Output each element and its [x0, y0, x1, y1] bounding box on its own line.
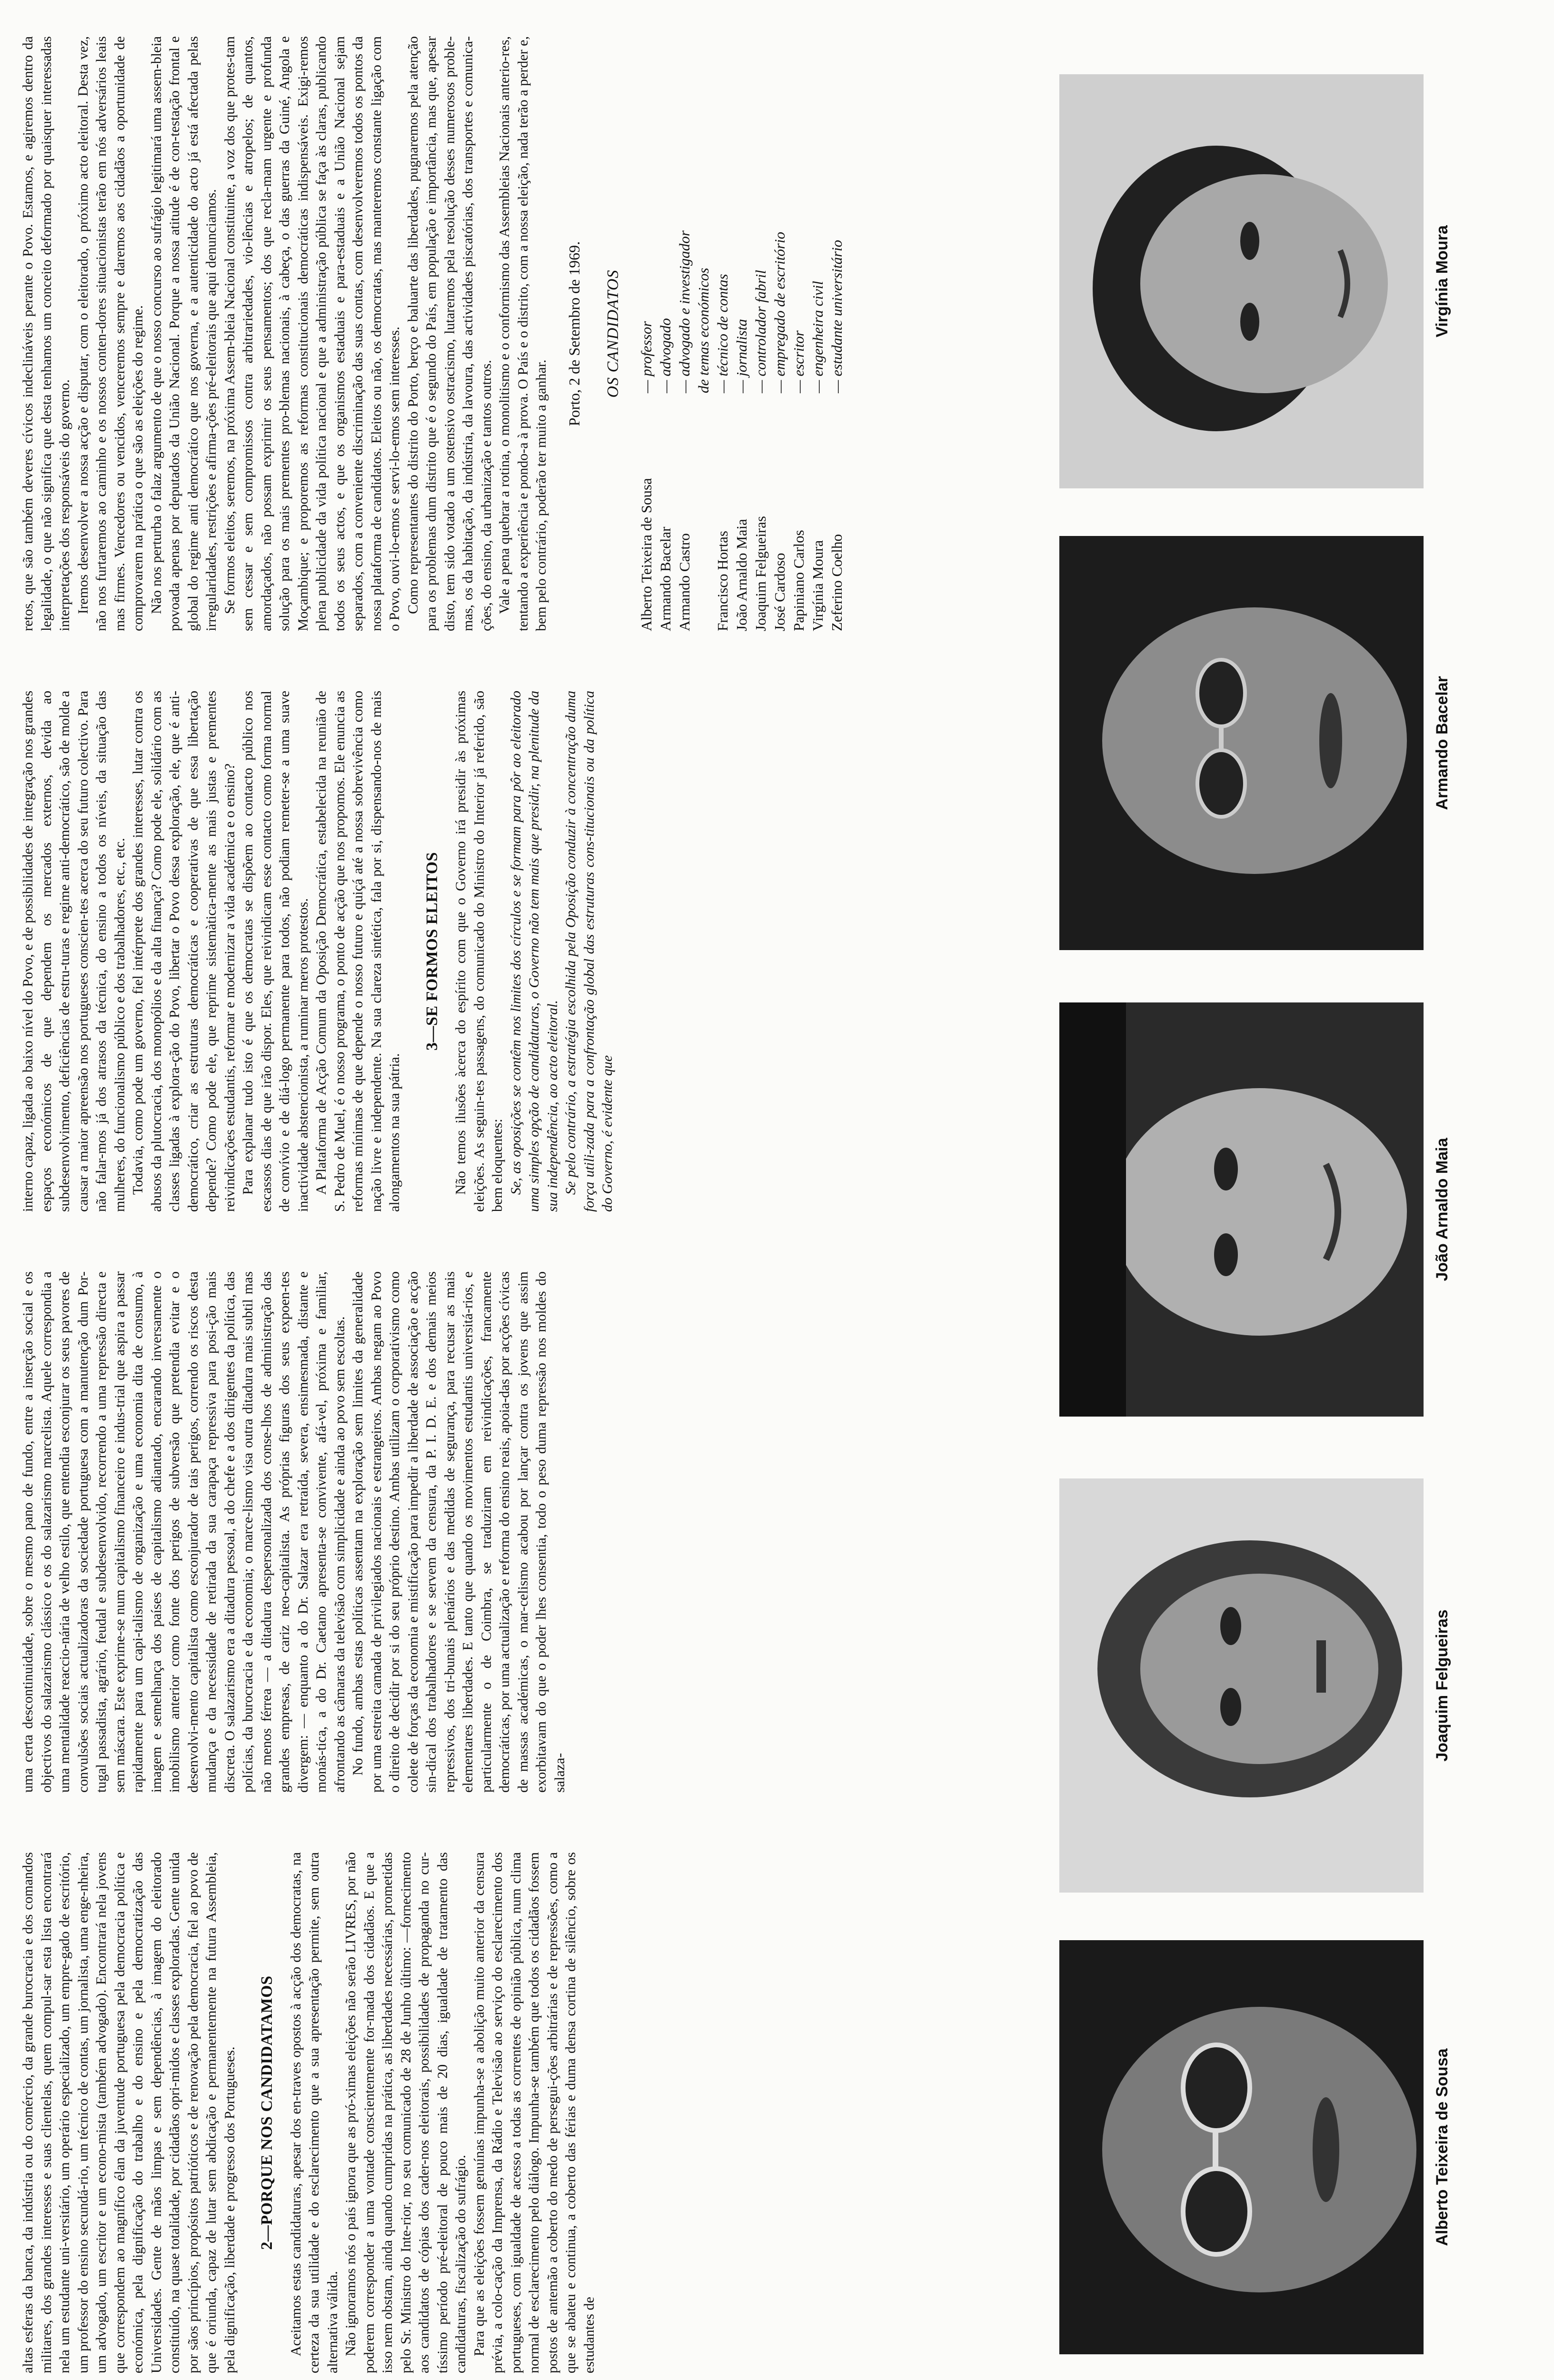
- paragraph: Se formos eleitos, seremos, na próxima Assem-bleia Nacional constituinte, a voz dos que protes-tam sem cessar e sem compromissos contra arbitrariedades, vio-lências e atropelos; de quantos, amordaçados, não possam exprimir os seus pensamentos; dos que recla-mam urgente e profunda solução para os mais prementes pro-blemas nacionais, à cabeça, o das guerras da Guiné, Angola e Moçambique; e proporemos as reformas constitucionais democráticas indispensáveis. Exigi-remos plena publicidade da vida política nacional e que a administração pública se faça às claras, publicando todos os seus actos, e que os organismos estaduais e para-estaduais e a União Nacional sejam separados, com a conveniente discriminação das suas contas, com desenvolveremos todos os pontos da nossa plataforma de candidatos. Eleitos ou não, os democratas, mas manteremos constante ligação com o Povo, ouvi-lo-emos e servi-lo-emos sem interesses.: [221, 36, 402, 631]
- portrait-photo: [1059, 74, 1424, 488]
- candidates-title: OS CANDIDATOS: [604, 269, 622, 398]
- portrait-image: [1059, 1002, 1424, 1417]
- candidate-profession: — empregado de escritório: [771, 232, 788, 393]
- candidate-row: [637, 36, 656, 631]
- candidate-row: [713, 36, 732, 631]
- paragraph: Todavia, como pode um governo, fiel intérprete dos grandes interesses, lutar contra os abusos da plutocracia, dos monopólios e da alta finança? Como pode ele, solidário com as classes ligadas à explora-ção do Povo, libertar o Povo dessa exploração, ele, que é anti-democrático, criar as estruturas democráticas e cooperativas de que essa libertação depende? Como pode ele, que reprime sistemàtica-mente as mais justas e prementes reivindicações estudantis, reformar e modernizar a vida académica e o ensino?: [130, 691, 238, 1212]
- portrait-image: [1059, 1478, 1424, 1893]
- portrait-photo: [1059, 1940, 1424, 2354]
- section-heading-3: 3—SE FORMOS ELEITOS: [423, 852, 441, 1051]
- candidate-name: Armando Bacelar: [657, 526, 674, 631]
- paragraph: retos, que são também deveres cívicos indeclináveis perante o Povo. Estamos, e agiremos dentro da legalidade, o que não significa que desta tenhamos um conceito deformado por quaisquer interessadas interpretações dos responsáveis do governo.: [20, 36, 72, 631]
- candidate-row: [656, 36, 675, 631]
- quoted-paragraph: Se, as oposições se contêm nos limites dos círculos e se formam para pôr ao eleitorado uma simples opção de candidaturas, o Governo não tem mais que presidir, na plenitude da sua independência, ao acto eleitoral.: [508, 691, 560, 1212]
- section-heading-2: 2—PORQUE NOS CANDIDATAMOS: [258, 1975, 276, 2250]
- portrait-photo: [1059, 536, 1424, 950]
- candidate-row: [751, 36, 770, 631]
- paragraph: Para explanar tudo isto é que os democratas se dispõem ao contacto público nos escassos dias de que irão dispor. Eles, que reivindicam esse contacto como forma normal de convívio e de diá-logo permanente para todos, não podiam remeter-se a uma suave inactividade abstencionista, a ruminar meros protestos.: [240, 691, 311, 1212]
- paragraph: Não nos perturba o falaz argumento de que o nosso concurso ao sufrágio legitimará uma assem-bleia povoada apenas por deputados da União Nacional. Porque a nossa atitude é de con-testação frontal e global do regime anti democrático que nos governa, e a autenticidade do acto já está afectada pelas irregularidades, restrições e afirma-ções pré-eleitorais que aqui denunciamos.: [148, 36, 219, 631]
- paragraph: Para que as eleições fossem genuínas impunha-se a abolição muito anterior da censura prévia, a colo-cação da Imprensa, da Rádio e Televisão ao serviço do esclarecimento dos portugueses, com igualdade de acesso a todas as correntes de opinião pública, num clima normal de esclarecimento pelo diálogo. Impunha-se também que todos os cidadãos fossem postos de antemão a coberto do medo de persegui-ções arbitrárias e de repressões, como a que se abateu e continua, a coberto das férias e duma densa cortina de silêncio, sobre os estudantes de: [471, 1852, 597, 2373]
- paragraph: Não ignoramos nós o país ignora que as pró-ximas eleições não serão LIVRES, por não poderem corresponder a uma vontade conscientemente for-mada dos cidadãos. E que a isso nem obstam, ainda quando cumpridas na prática, as liberdades necessárias, prometidas pelo Sr. Ministro do Inte-rior, no seu comunicado de 28 de Junho último: —fornecimento aos candidatos de cópias dos cader-nos eleitorais, possibilidades de propaganda no cur-tíssimo período pré-eleitoral de pouco mais de 20 dias, igualdade de tratamento das candidaturas, fiscalização do sufrágio.: [343, 1852, 468, 2373]
- text-column-2: [19, 1271, 569, 1793]
- candidate-name: Alberto Teixeira de Sousa: [638, 478, 655, 631]
- quoted-paragraph: Se pelo contrário, a estratégia escolhida pela Oposição conduzir à concentração duma força utili-zada para a confrontação global das estruturas cons-titucionais ou da política do Governo, é evidente que: [563, 691, 615, 1212]
- paragraph: Vale a pena quebrar a rotina, o monolitismo e o conformismo das Assembleias Nacionais anterio-res, tentando a experiência e pondo-a à prova. O País e o distrito, com a nossa eleição, nada terão a perder e, bem pelo contrário, poderão ter muito a ganhar.: [497, 36, 549, 631]
- paragraph: Como representantes do distrito do Porto, berço e baluarte das liberdades, pugnaremos pela atenção para os problemas dum distrito que é o segundo do País, em população e importância, mas que, apesar disto, tem sido votado a um ostensivo ostracismo, lutaremos pela resolução desses numerosos proble-mas, os da habitação, da indústria, da lavoura, das actividades piscatórias, dos transportes e comunica-ções, do ensino, da urbanização e tantos outros.: [405, 36, 494, 631]
- candidate-name: Armando Castro: [676, 533, 693, 631]
- paragraph: A Plataforma de Acção Comum da Oposição Democrática, estabelecida na reunião de S. Pedro de Muel, é o nosso programa, o ponto de acção que nos propomos. Ele enuncia as reformas mínimas de que depende o nosso futuro e quiçá até a nossa sobrevivência como nação livre e independente. Na sua clareza sintética, fala por si, dispensando-nos de mais alongamentos na sua pátria.: [313, 691, 402, 1212]
- candidate-name: Virgínia Moura: [809, 540, 826, 631]
- candidate-profession: — jornalista: [733, 319, 750, 393]
- paragraph: Aceitamos estas candidaturas, apesar dos en-traves opostos à acção dos democratas, na certeza da sua utilidade e do esclarecimento que a sua apresentação permite, sem outra alternativa válida.: [288, 1852, 340, 2373]
- candidate-row: [808, 36, 827, 631]
- candidate-profession: — engenheira civil: [809, 281, 826, 393]
- candidate-profession: — escritor: [790, 330, 807, 393]
- photo-caption: Virgínia Moura: [1433, 225, 1451, 337]
- text-column-3: [19, 691, 617, 1212]
- candidate-row: [694, 36, 713, 631]
- candidate-profession: — professor: [638, 321, 655, 393]
- candidate-name: Zeferino Coelho: [828, 534, 845, 631]
- candidate-profession: — controlador fabril: [752, 270, 769, 393]
- photo-caption: Alberto Teixeira de Sousa: [1433, 2048, 1451, 2246]
- candidate-name: José Cardoso: [771, 553, 788, 631]
- photo-caption: João Arnaldo Maia: [1433, 1138, 1451, 1281]
- candidate-name: João Arnaldo Maia: [733, 519, 750, 631]
- candidate-profession: — estudante universitário: [828, 239, 845, 393]
- candidate-profession: — técnico de contas: [714, 274, 731, 393]
- paragraph: interno capaz, ligada ao baixo nível do Povo, e de possibilidades de integração nos grandes espaços económicos de que dependem os mercados externos, devida ao subdesenvolvimento, deficiências de estru-turas e regime anti-democrático, são de molde a causar a maior apreensão nos portugueses conscien-tes acerca do seu futuro colectivo. Para não falar-mos já dos atrasos da técnica, do ensino a todos os níveis, da situação das mulheres, do funcionalismo público e dos trabalhadores, etc., etc.: [20, 691, 128, 1212]
- paragraph: altas esferas da banca, da indústria ou do comércio, da grande burocracia e dos comandos militares, dos grandes interesses e suas clientelas, quem compul-sar esta lista encontrará nela um estudante uni-versitário, um operário especializado, um empre-gado de escritório, um professor do ensino secundá-rio, um técnico de contas, um jornalista, uma enge-nheira, um advogado, um escritor e um econo-mista (também advogado). Encontrará nela jovens que correspondem ao magnífico élan da juventude portuguesa pela democracia política e económica, pela dignificação do trabalho e do ensino e pela democratização das Universidades. Gente de mãos limpas e sem dependências, à imagem do eleitorado constituído, na quase totalidade, por cidadãos opri-midos e classes exploradas. Gente unida por sãos princípios, propósitos patrióticos e de renovação pela democracia, fiel ao povo de que é oriunda, capaz de lutar sem abdicação e permanentemente na futura Assembleia, pela dignificação, liberdade e progresso dos Portugueses.: [20, 1852, 238, 2373]
- date-signoff: Porto, 2 de Setembro de 1969.: [565, 241, 583, 426]
- paragraph: uma certa descontinuidade, sobre o mesmo pano de fundo, entre a inserção social e os objectivos do salazarismo clássico e os do salazarismo marcelista. Aquele correspondia a uma mentalidade reaccio-nária de velho estilo, que entendia esconjurar os seus pavores de convulsões sociais actualizadoras da sociedade portuguesa com a manutenção dum Por-tugal passadista, agrário, feudal e subdesenvolvido, recorrendo a uma repressão directa e sem máscara. Este exprime-se num capitalismo financeiro e indus-trial que aspira a passar rapidamente para um capi-talismo de organização e uma economia dita de consumo, à imagem e semelhança dos países de capitalismo adiantado, encarando inversamente o imobilismo anterior como fonte dos perigos de subversão que pretendia evitar e o desenvolvi-mento capitalista como esconjurador de tais perigos, correndo os riscos desta mudança e da necessidade de retirada da sua carapaça repressiva para posi-ção mais discreta. O salazarismo era a ditadura pessoal, a do chefe e a dos dirigentes da política, das polícias, da burocracia e da economia; o marce-lismo visa outra ditadura mais subtil mas não menos férrea — a ditadura despersonalizada dos conse-lhos de administração das grandes empresas, de cariz neo-capitalista. As próprias figuras dos seus expoen-tes divergem: — enquanto a do Dr. Salazar era retraída, severa, ensimesmada, distante e monás-tica, a do Dr. Caetano apresenta-se convivente, afá-vel, próxima e familiar, afrontando as câmaras da televisão com simplicidade e ainda ao povo sem escoltas.: [20, 1271, 348, 1793]
- candidate-row: [770, 36, 789, 631]
- paragraph: No fundo, ambas estas políticas assentam na exploração sem limites da generalidade por uma estreita camada de privilegiados nacionais e estrangeiros. Ambas negam ao Povo o direito de decidir por si do seu próprio destino. Ambas utilizam o corporativismo como colete de forças da economia e mistificação para impedir a liberdade de associação e acção sin-dical dos trabalhadores e se servem da censura, da P. I. D. E. e dos demais meios repressivos, dos tri-bunais plenários e das medidas de segurança, para recusar as mais elementares liberdades. E tanto que quando os movimentos estudantis universitá-rios, e particularmente o de Coimbra, se traduziram em reivindicações, francamente democráticas, por uma actualização e reforma do ensino reais, apoia-das por acções cívicas de massas académicas, o mar-celismo acabou por lançar contra os jovens que assim exorbitavam do que o poder lhes consentia, todo o peso duma repressão nos moldes do salaza-: [350, 1271, 568, 1793]
- portrait-image: [1059, 536, 1424, 950]
- candidate-profession: — advogado: [657, 318, 674, 393]
- candidate-name: Papiniano Carlos: [790, 530, 807, 631]
- paragraph: Iremos desenvolver a nossa acção e disputar, com o eleitorado, o próximo acto eleitoral. Desta vez, não nos furtaremos ao caminho e os nossos conten-dores situacionistas terão em nós adversários leais mas firmes. Vencedores ou vencidos, venceremos sempre e daremos aos cidadãos a oportunidade de comprovarem na prática o que são as eleições do regime.: [75, 36, 146, 631]
- candidate-row: [789, 36, 808, 631]
- candidate-row: [827, 36, 847, 631]
- portrait-image: [1059, 1940, 1424, 2354]
- candidate-name: [694, 393, 713, 631]
- photo-caption: Armando Bacelar: [1433, 676, 1451, 810]
- candidate-name: Francisco Hortas: [714, 531, 731, 631]
- portrait-photo: [1059, 1478, 1424, 1893]
- portrait-image: [1059, 74, 1424, 488]
- candidate-name: Joaquim Felgueiras: [752, 516, 769, 631]
- candidate-row: [732, 36, 751, 631]
- text-column-1: [19, 1852, 598, 2373]
- candidates-list: [637, 36, 847, 631]
- candidate-profession: — advogado e investigador: [676, 230, 693, 393]
- portrait-photo: [1059, 1002, 1424, 1417]
- candidate-profession: de temas económicos: [695, 268, 712, 393]
- candidate-row: [675, 36, 694, 631]
- paragraph: Não temos ilusões àcerca do espírito com que o Governo irá presidir às próximas eleições. As seguin-tes passagens, do comunicado do Ministro do Interior já referido, são bem eloquentes:: [453, 691, 505, 1212]
- photo-caption: Joaquim Felgueiras: [1433, 1609, 1451, 1762]
